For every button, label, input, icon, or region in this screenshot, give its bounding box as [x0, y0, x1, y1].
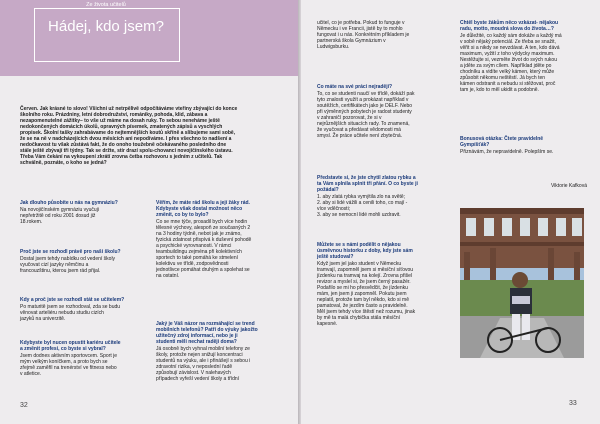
answer: Dostal jsem tehdy nabídku od vedení školy vyučovat cizí jazyky němčinu a francouzštinu, kterou jsem rád přijal.: [20, 256, 116, 274]
header-banner: [0, 0, 298, 76]
question: Kdy a proč jste se rozhodl stát se učitelem?: [20, 297, 125, 303]
question: Můžete se s námi podělit o nějakou úsměvnou historku z doby, kdy jste sám ještě studoval?: [317, 242, 413, 260]
question: Jak dlouho působíte u nás na gymnáziu?: [20, 200, 118, 206]
question: Bonusová otázka: Čtete pravidelně Gympíšťák?: [460, 136, 544, 148]
intro-paragraph: Červen. Jak krásné to slovo! Všichni už netrpělivě odpočítáváme vteřiny zbývající do konce školního roku. Prázdniny, letní dobrodružství, romániky, pohoda, klid, zábava a nezapomenutelné zážitky– to vše už máme na dosah ruky. To sebou neneháme ještě nedokončených domácích úkolů, opravných písemek, zmatených zápisů a vyschlých propisek. Školní tašky zahrabávame do nejtemnějších koutů skříně a slibujeme sami sobě, že se na ně v nadcházejících dvou měsících ani nepodíváme. I přes všechno to nadšení a nedočkavost tu však zůstává fakt, že do onoho toužebně očekávaného posledního dne stále ještě zbývají tři týdny. Tak se držte, stír drazí spolu-chovanci novojičínského ústavu. Třeba Vám čekání na vykoupení zkrátí zrovna četba rozhovoru s jedním z učitelů. Tak schválně, poznáte, o koho se jedná?: [20, 106, 238, 166]
question: Představte si, že jste chytil zlatou rybku a ta Vám splnila splnit tři přání. O co byste ji požádal?: [317, 175, 418, 193]
question: Jaký je Váš názor na rozmáhající se trend mobilních telefonů? Patří do výuky jakožto užitečný zdroj informací, nebo je ji studenti měli nechat raději doma?: [156, 321, 258, 345]
question: Věřím, že máte rád školu a její žáky rád. Kdybyste však dostal možnost něco změnit, co by to bylo?: [156, 200, 250, 218]
question: Chtěl byste žákům něco vzkázat- nějakou radu, motto, moudrá slova do života…?: [460, 20, 559, 32]
question: Proč jste se rozhodl právě pro naši školu?: [20, 249, 121, 255]
section-label: Ze života učitelů: [86, 2, 126, 8]
title-frame: [34, 8, 180, 62]
answer: Přiznávám, že nepravidelně. Polepším se.: [460, 149, 554, 155]
answer: Je důležité, co každý sám dokáže a každý má v sobě nějaký potenciál. Ze třeba se snažit, věřit si a nikdy se nevzdávat. A ten, kdo dává maximum, vyžití z toho výdycky maximum. Nestěžujte si, vezměte život do svých rukou a jděte za svým cílem. Například jděte po chodníku a vidíte velký kámen, který může způsobit někomu neštěstí. Já bych ten kámen odstranit a nebudu si stěžovat, proč tam je, kdo to měl ukidit a podobně.: [460, 33, 562, 93]
answer: Na novojičínském gymnáziu vyučuji nepřetržitě od roku 2001 dosud již 18.rokem.: [20, 207, 99, 225]
question: Co máte na své práci nejradějí?: [317, 84, 393, 90]
page-number-right: 33: [569, 400, 577, 407]
answer: Já osobně bych vyhnal mobilní telefony ze školy, protože nejen snižují koncentraci studentů na výuku, ale i přinášejí s sebou i zdravotní rizika, v neposlední řadě způsobují závislost. V nalehavých případech vyřeší vedení školy a třídní: [156, 346, 251, 382]
answer: To, co se studenti naučí ve třídě, dokáží pak tyto znalosti využít a prokázat například v soutěžích, certifikátech jako je DELF. Nebo při výměnných pobytech je radost studenty v zahraničí pozorovat, že si v nejrůznějších situacích rady. To znamená, že vyučovat a předávat vědomosti má smysl. Že práce učitele není zbytečná.: [317, 91, 415, 139]
answer: učitel, co je potřeba. Pokud to funguje v Německu i ve Francii, jistě by to mohlo fungovat i u nás. Konkrétním příkladem je partnerská škola Gymnázium v Ludwigsburku.: [317, 20, 410, 50]
answer: Jsem dodnes aktivním sportovcem. Sport je mým velkým koníčkem, a proto bych se zřejmě zaměřil na trenérství ve fitness nebo v atletice.: [20, 353, 117, 377]
answer: Po maturitě jsem se rozhodoval, zda se budu věnovat arteliéru nebudu studiu cizích jazyků na univerzitě.: [20, 304, 121, 322]
answer: Co se mne týče, prosadil bych více hodin tělesné výchovy, alespoň ze současných 2 na 3 hodiny týdně, nebot jak je známo, fyzická zdatnost přispívá k duševní pohodě a psychické vyrovnanosti. V rámci teambuildingu zejména při kolektivních sportech to také pomáhá ke stmelení kolektivu ve třídě, zodpovědnosti jednotlivce pomáhat druhým a spolehat se na ostatní.: [156, 219, 252, 279]
left-page: [0, 0, 298, 424]
teacher-photo: [460, 208, 584, 358]
answer: 1. aby zlatá rybka vymýtila zlo na světě; 2. aby si lidé vážili a cenili toho, co mají - více vděčnosti; 3. aby se nemocní lidé mohli uzdravit.: [317, 194, 408, 218]
author-signature: Viktorie Kafková: [550, 183, 587, 189]
article-title: Hádej, kdo jsem?: [48, 18, 164, 35]
question: Kdybyste byl nucen opustit kariéru učitele a změnit profesi, co byste si vybral?: [20, 340, 121, 352]
answer: Když jsem jel jako student v Německu tramvají, zapomněl jsem si měsíční síťovou jízdenku na tramvaj na kolejí. Zrovna přišel revizor a myslel si, že jsem černý pasažér. Podařilo se mi ho přesvědčit, že jízdenku mám, jen jsem ji zapomněl. Pokutu jsem neplatil, protože tam byl někdo, kdo si mě pamatoval, že jezdím často a pravidelně. Měl jsem tehdy více štěstí než rozumu, jinak by mě ta malá chybička stála měsíční kapesné.: [317, 261, 416, 327]
page-number-left: 32: [20, 402, 28, 409]
